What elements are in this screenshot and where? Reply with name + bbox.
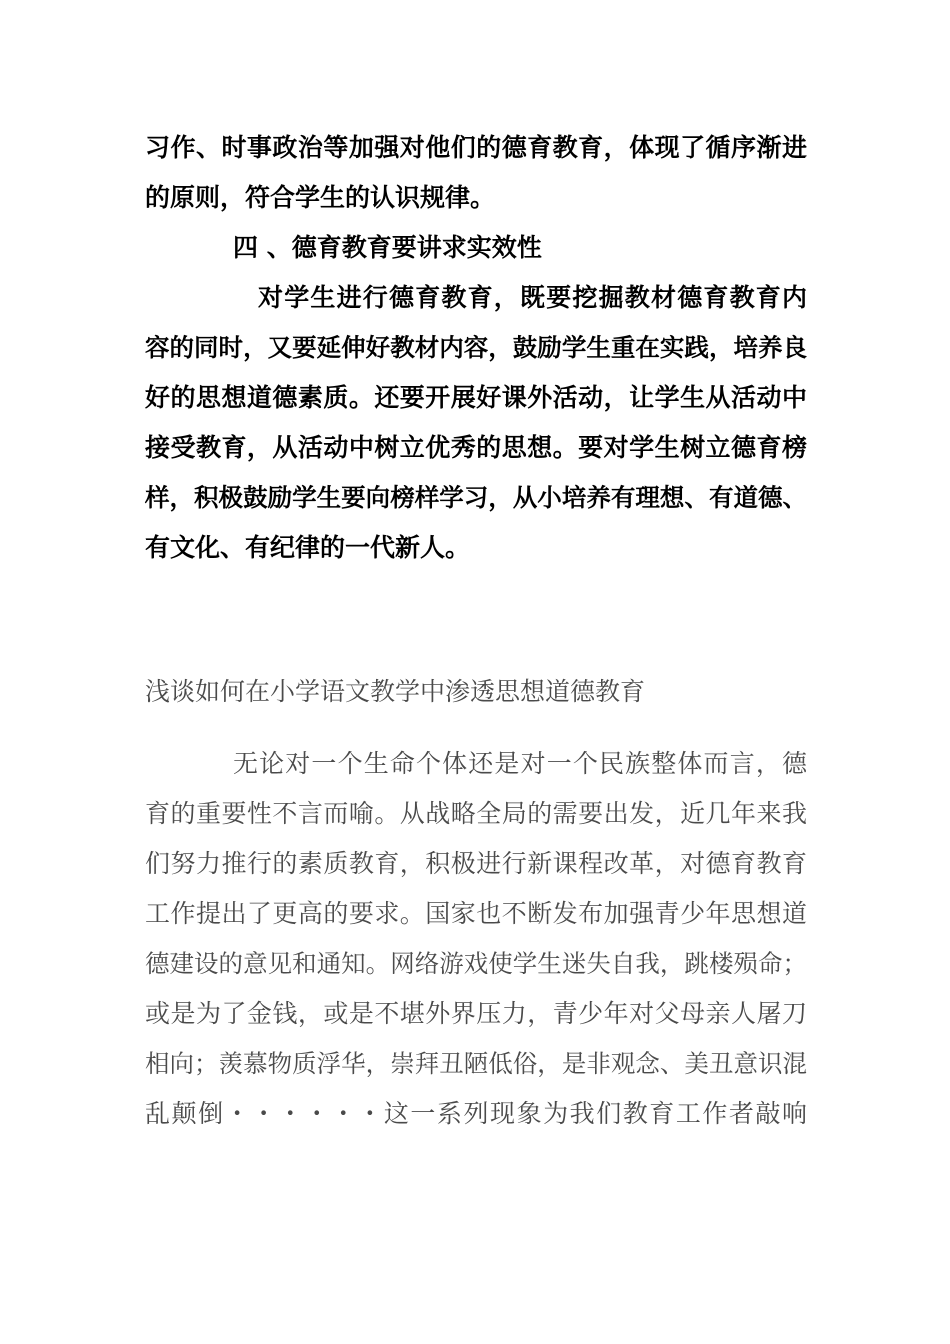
article-line-7: 相向；羡慕物质浮华，崇拜丑陋低俗，是非观念、美丑意识混 bbox=[145, 1049, 807, 1078]
article-line-8: 乱颠倒・・・・・・这一系列现象为我们教育工作者敲响 bbox=[145, 1099, 807, 1128]
section-heading: 四 、德育教育要讲求实效性 bbox=[233, 233, 542, 262]
intro-line-2: 的原则，符合学生的认识规律。 bbox=[145, 183, 496, 212]
article-line-5: 德建设的意见和通知。网络游戏使学生迷失自我，跳楼殒命； bbox=[145, 949, 807, 978]
article-line-1: 无论对一个生命个体还是对一个民族整体而言，德 bbox=[233, 749, 807, 778]
paragraph-line-1: 对学生进行德育教育，既要挖掘教材德育教育内 bbox=[258, 283, 807, 312]
intro-line-1: 习作、时事政治等加强对他们的德育教育，体现了循序渐进 bbox=[145, 133, 807, 162]
article-line-6: 或是为了金钱，或是不堪外界压力，青少年对父母亲人屠刀 bbox=[145, 999, 807, 1028]
paragraph-line-5: 样，积极鼓励学生要向榜样学习，从小培养有理想、有道德、 bbox=[145, 483, 807, 512]
article-line-4: 工作提出了更高的要求。国家也不断发布加强青少年思想道 bbox=[145, 899, 807, 928]
paragraph-line-4: 接受教育，从活动中树立优秀的思想。要对学生树立德育榜 bbox=[145, 433, 807, 462]
paragraph-line-2: 容的同时，又要延伸好教材内容，鼓励学生重在实践，培养良 bbox=[145, 333, 807, 362]
article-title: 浅谈如何在小学语文教学中渗透思想道德教育 bbox=[145, 677, 646, 706]
article-line-2: 育的重要性不言而喻。从战略全局的需要出发，近几年来我 bbox=[145, 799, 807, 828]
article-line-3: 们努力推行的素质教育，积极进行新课程改革，对德育教育 bbox=[145, 849, 807, 878]
paragraph-line-6: 有文化、有纪律的一代新人。 bbox=[145, 533, 471, 562]
paragraph-line-3: 好的思想道德素质。还要开展好课外活动，让学生从活动中 bbox=[145, 383, 807, 412]
